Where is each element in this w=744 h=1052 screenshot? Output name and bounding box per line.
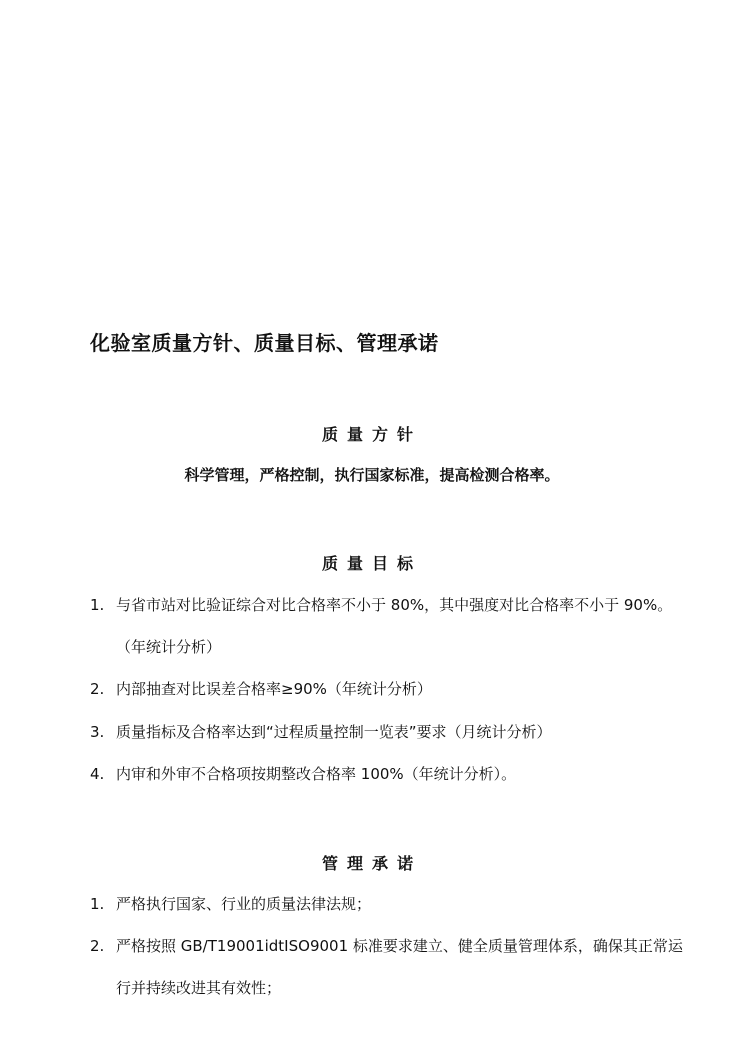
list-text: 严格执行国家、行业的质量法律法规； — [116, 895, 372, 913]
list-number: 2. — [90, 937, 105, 955]
list-number: 1. — [90, 596, 105, 614]
list-number: 4. — [90, 765, 105, 783]
document-title: 化验室质量方针、质量目标、管理承诺 — [90, 331, 439, 355]
list-number: 3. — [90, 723, 105, 741]
quality-policy-heading: 质量方针 — [321, 425, 422, 444]
list-text: 严格按照 GB/T19001idtISO9001 标准要求建立、健全质量管理体系，确保其正常运行并持续改进其有效性； — [116, 937, 683, 997]
list-text: 内部抽查对比误差合格率≥90%（年统计分析） — [116, 680, 432, 698]
list-number: 1. — [90, 895, 105, 913]
commitment-item-1 — [90, 883, 690, 925]
objective-item-2 — [90, 668, 690, 710]
objective-item-4 — [90, 753, 690, 795]
objective-item-3 — [90, 711, 690, 753]
list-text: 内审和外审不合格项按期整改合格率 100%（年统计分析）。 — [116, 765, 517, 783]
quality-objectives-heading: 质量目标 — [321, 554, 422, 573]
list-text: 与省市站对比验证综合对比合格率不小于 80%，其中强度对比合格率不小于 90%。（年统计分析） — [116, 596, 673, 656]
list-text: 质量指标及合格率达到“过程质量控制一览表”要求（月统计分析） — [116, 723, 552, 741]
list-number: 2. — [90, 680, 105, 698]
commitment-item-2 — [90, 925, 690, 1009]
quality-policy-text: 科学管理，严格控制，执行国家标准，提高检测合格率。 — [184, 466, 560, 484]
management-commitment-heading: 管理承诺 — [321, 854, 422, 873]
objective-item-1 — [90, 584, 690, 668]
